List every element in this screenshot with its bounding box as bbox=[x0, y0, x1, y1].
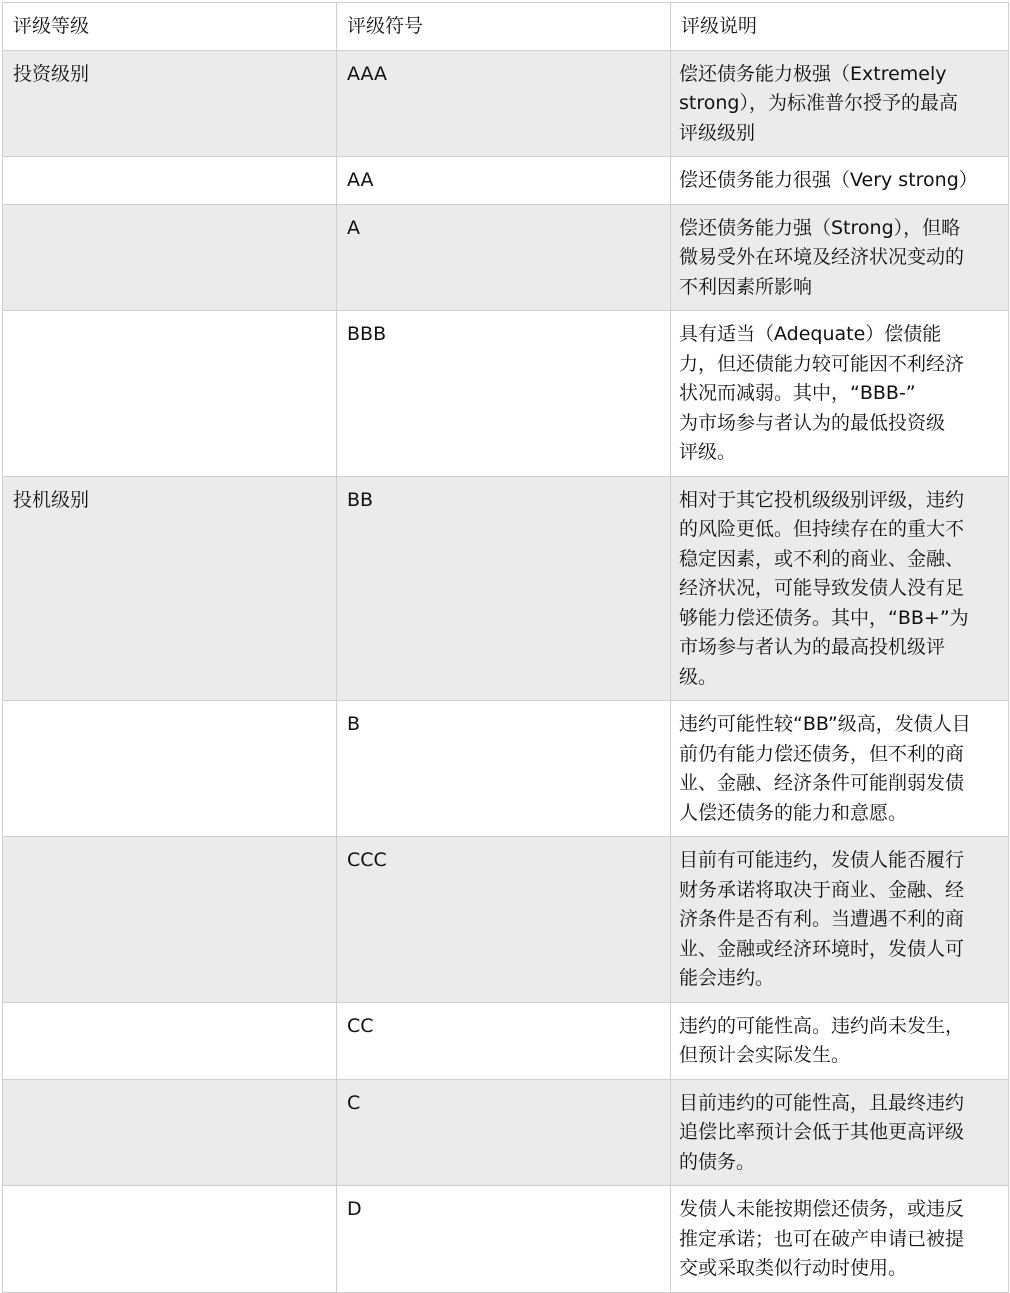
description-cell bbox=[671, 311, 1009, 477]
grade-cell bbox=[3, 50, 337, 157]
grade-text: 投机级别 bbox=[13, 488, 90, 511]
header-row bbox=[3, 3, 1009, 51]
symbol-text: D bbox=[347, 1198, 362, 1220]
symbol-cell bbox=[337, 837, 671, 1003]
symbol-cell bbox=[337, 50, 671, 157]
table-row bbox=[3, 204, 1009, 311]
symbol-cell bbox=[337, 1002, 671, 1079]
table-row bbox=[3, 157, 1009, 205]
description-cell bbox=[671, 204, 1009, 311]
rating-table bbox=[2, 2, 1009, 1293]
table-row bbox=[3, 1002, 1009, 1079]
description-cell bbox=[671, 1186, 1009, 1293]
grade-cell bbox=[3, 311, 337, 477]
symbol-text: BBB bbox=[347, 323, 387, 345]
symbol-cell bbox=[337, 157, 671, 205]
description-cell bbox=[671, 50, 1009, 157]
description-text: 相对于其它投机级级别评级，违约 的风险更低。但持续存在的重大不 稳定因素，或不利的商业、金融、 经济状况，可能导致发债人没有足 够能力偿还债务。其中，“BB+”为 市场参与者认为的最高投机级评 级。 bbox=[679, 488, 969, 688]
description-text: 偿还债务能力强（Strong），但略 微易受外在环境及经济状况变动的 不利因素所影响 bbox=[679, 216, 965, 298]
symbol-cell bbox=[337, 476, 671, 701]
symbol-cell bbox=[337, 701, 671, 837]
table-row bbox=[3, 1079, 1009, 1186]
grade-cell bbox=[3, 1079, 337, 1186]
table-row bbox=[3, 701, 1009, 837]
description-text: 目前有可能违约，发债人能否履行 财务承诺将取决于商业、金融、经 济条件是否有利。当遭遇不利的商 业、金融或经济环境时，发债人可 能会违约。 bbox=[679, 849, 965, 989]
grade-text: 投资级别 bbox=[13, 62, 90, 85]
header-grade: 评级等级 bbox=[3, 3, 337, 51]
symbol-text: A bbox=[347, 216, 360, 239]
table-row bbox=[3, 50, 1009, 157]
symbol-text: AAA bbox=[347, 62, 388, 85]
symbol-text: BB bbox=[347, 488, 374, 511]
symbol-text: B bbox=[347, 713, 361, 735]
symbol-text: CC bbox=[347, 1014, 374, 1037]
header-symbol: 评级符号 bbox=[337, 3, 671, 51]
table-row bbox=[3, 837, 1009, 1003]
symbol-cell bbox=[337, 311, 671, 477]
description-text: 偿还债务能力很强（Very strong） bbox=[679, 169, 978, 191]
symbol-text: AA bbox=[347, 169, 374, 191]
description-cell bbox=[671, 476, 1009, 701]
description-cell bbox=[671, 1079, 1009, 1186]
symbol-text: C bbox=[347, 1091, 361, 1114]
description-text: 具有适当（Adequate）偿债能 力，但还债能力较可能因不利经济 状况而减弱。其中，“BBB-” 为市场参与者认为的最低投资级 评级。 bbox=[679, 323, 965, 463]
description-cell bbox=[671, 701, 1009, 837]
table-row bbox=[3, 476, 1009, 701]
description-text: 违约的可能性高。违约尚未发生， 但预计会实际发生。 bbox=[679, 1014, 965, 1066]
grade-cell bbox=[3, 476, 337, 701]
symbol-text: CCC bbox=[347, 849, 387, 871]
symbol-cell bbox=[337, 1079, 671, 1186]
description-cell bbox=[671, 837, 1009, 1003]
grade-cell bbox=[3, 701, 337, 837]
description-text: 偿还债务能力极强（Extremely strong），为标准普尔授予的最高 评级级别 bbox=[679, 62, 958, 144]
grade-cell bbox=[3, 157, 337, 205]
symbol-cell bbox=[337, 1186, 671, 1293]
grade-cell bbox=[3, 204, 337, 311]
table-row bbox=[3, 1186, 1009, 1293]
table-row bbox=[3, 311, 1009, 477]
description-text: 发债人未能按期偿还债务，或违反 推定承诺；也可在破产申请已被提 交或采取类似行动时使用。 bbox=[679, 1198, 965, 1279]
description-text: 目前违约的可能性高，且最终违约 追偿比率预计会低于其他更高评级 的债务。 bbox=[679, 1091, 965, 1173]
grade-cell bbox=[3, 837, 337, 1003]
grade-cell bbox=[3, 1186, 337, 1293]
grade-cell bbox=[3, 1002, 337, 1079]
symbol-cell bbox=[337, 204, 671, 311]
description-text: 违约可能性较“BB”级高，发债人目 前仍有能力偿还债务，但不利的商 业、金融、经济条件可能削弱发债 人偿还债务的能力和意愿。 bbox=[679, 713, 971, 824]
header-description: 评级说明 bbox=[671, 3, 1009, 51]
description-cell bbox=[671, 1002, 1009, 1079]
description-cell bbox=[671, 157, 1009, 205]
